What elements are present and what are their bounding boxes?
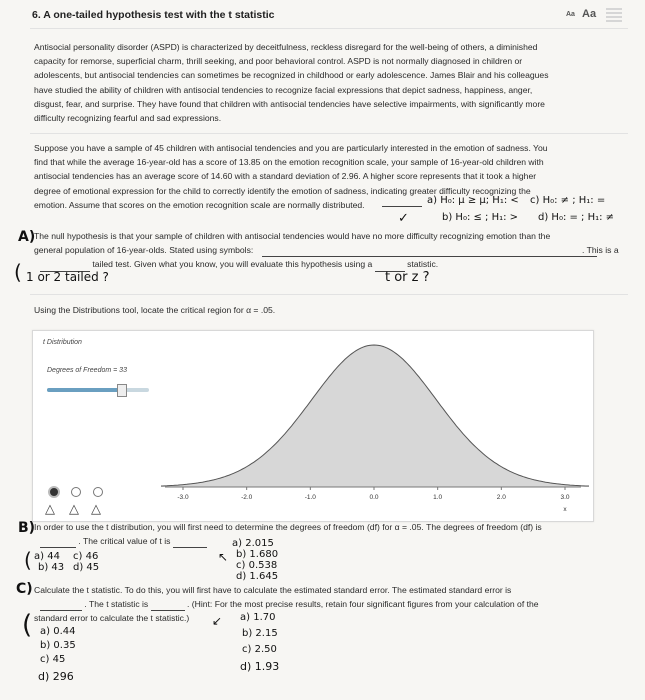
x-tick-label: -3.0 [177,494,189,501]
handwritten-se-option-a: a) 0.44 [40,626,76,637]
handwritten-se-option-b: b) 0.35 [40,640,76,651]
x-tick-label: 3.0 [560,494,570,501]
curve-area [161,345,589,487]
t-distribution-curve-plot[interactable] [161,333,589,519]
handwritten-bracket: ( [14,260,22,284]
x-tick-label: -1.0 [304,494,316,501]
handwritten-cv-option-d: d) 1.645 [236,571,279,582]
handwritten-hypothesis-d: d) H₀: = ; H₁: ≠ [538,212,615,223]
x-tick-label: 1.0 [433,494,443,501]
divider [30,294,628,295]
one-tail-left-radio[interactable] [48,486,60,498]
left-tail-shape-icon: △ [45,501,55,516]
handwritten-t-arrow: ↙ [212,614,223,628]
divider [30,28,628,29]
part-c-text: Calculate the t statistic. To do this, you will first have to calculate the estimated standard error. The estimated standard error is . The t statistic is . (Hint: For the most precise results, retain four significant figures from your calculation of the standard error to calculate the t statistic.) [34,585,539,624]
question-header [0,0,645,30]
handwritten-df-option-b: b) 43 [38,562,65,573]
handwritten-checkmark: ✓ [398,211,409,226]
part-a-text: The null hypothesis is that your sample of children with antisocial tendencies would have no more difficulty recognizing emotion than the general population of 16-year-olds. Stated using symbols: . This is a tailed test. Given what you know, you will evaluate this hypothesis using a statistic. [34,229,629,272]
handwritten-label-a: A) [18,229,36,245]
critical-value-answer-blank[interactable] [173,547,207,548]
scenario-paragraph: Suppose you have a sample of 45 children with antisocial tendencies and you are particularly interested in the emotion of sadness. You find that while the average 16-year-old has a score of 13.85 on the emotion recognition scale, your sample of 16-year-old children with antisocial tendencies has an average score of 14.60 with a standard deviation of 2.96. A higher score represents that it took a higher degree of emotional expression for the child to correctly identify the emotion of sadness, indicating greater difficulty recognizing the emotion. Assume that scores on the emotion recognition scale are normally distributed. [34,143,548,210]
df-answer-blank[interactable] [40,547,76,548]
handwritten-label-c: C) [16,581,33,597]
right-tail-shape-icon: △ [69,501,79,516]
handwritten-t-option-a: a) 1.70 [240,612,276,623]
part-b-text: In order to use the t distribution, you will first need to determine the degrees of freedom (df) for α = .05. The degrees of freedom (df) is . The critical value of t is [34,520,629,548]
x-tick-label: 2.0 [496,494,506,501]
handwritten-hypothesis-b: b) H₀: ≤ ; H₁: > [442,212,519,223]
degrees-of-freedom-label: Degrees of Freedom = 33 [47,367,127,374]
handwritten-cv-option-a: a) 2.015 [232,538,274,549]
question-title: 6. A one-tailed hypothesis test with the t statistic [32,9,275,21]
list-icon[interactable] [606,8,622,22]
x-tick-label: 0.0 [369,494,379,501]
handwritten-t-option-c: c) 2.50 [242,644,277,655]
divider [30,133,628,134]
handwritten-df-bracket: ( [24,548,32,572]
df-slider-fill [47,388,120,392]
handwritten-cv-arrow: ↖ [218,550,229,564]
handwritten-hypothesis-a: a) H₀: μ ≥ μ; H₁: < [427,195,519,206]
handwritten-df-option-d: d) 45 [73,562,100,573]
handwritten-se-option-c: c) 45 [40,654,66,665]
handwritten-hypothesis-c: c) H₀: ≠ ; H₁: = [530,195,606,206]
x-axis-label: x [563,506,567,513]
font-size-large-button[interactable]: Aa [582,8,597,20]
two-tail-shape-icon: △ [91,501,101,516]
two-tail-radio[interactable] [93,487,103,497]
x-tick-label: -2.0 [241,494,253,501]
handwritten-se-option-d: d) 296 [38,670,74,683]
distribution-prompt: Using the Distributions tool, locate the critical region for α = .05. [34,305,276,315]
handwritten-t-option-b: b) 2.15 [242,628,278,639]
one-tail-right-radio[interactable] [71,487,81,497]
font-size-small-button[interactable]: Aa [566,11,575,18]
handwritten-one-or-two-tailed: 1 or 2 tailed ? [26,270,109,284]
handwritten-se-bracket: ( [22,610,33,640]
handwritten-df-option-c: c) 46 [73,551,99,562]
df-slider-handle[interactable] [117,384,127,397]
handwritten-df-option-a: a) 44 [34,551,60,562]
handwritten-label-b: B) [18,520,36,536]
hypothesis-blank-underline [382,206,422,207]
handwritten-t-option-d: d) 1.93 [240,660,280,673]
df-slider-track[interactable] [47,388,149,392]
handwritten-cv-option-b: b) 1.680 [236,549,279,560]
distribution-tool-title: t Distribution [43,339,82,346]
intro-paragraph: Antisocial personality disorder (ASPD) is characterized by deceitfulness, reckless disregard for the well-being of others, a diminished capacity for remorse, superficial charm, thrill seeking, and poor behavioral control. ASPD is not normally diagnosed in children or adolescents, but antisocial tendencies can sometimes be recognized in childhood or early adolescence. James Blair and his colleagues have studied the ability of children with antisocial tendencies to recognize facial expressions that depict sadness, happiness, anger, disgust, fear, and surprise. They have found that children with antisocial tendencies have selective impairments, with significantly more difficulty recognizing fearful and sad expressions. [34,42,549,124]
distribution-tool-panel [32,330,594,522]
handwritten-cv-option-c: c) 0.538 [236,560,278,571]
handwritten-t-or-z: t or z ? [385,270,430,285]
